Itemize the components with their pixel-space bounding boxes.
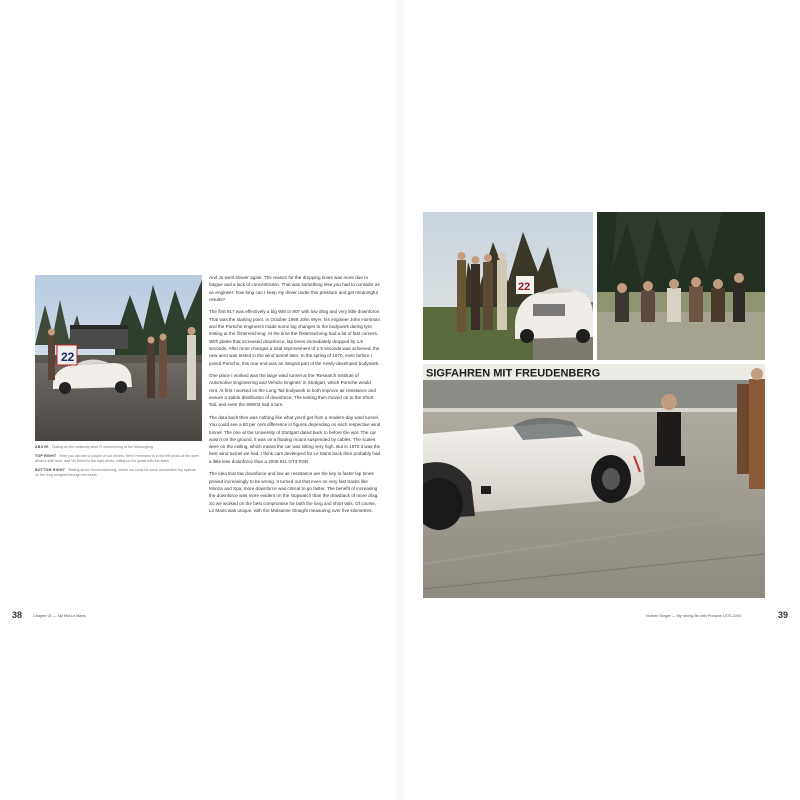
body-paragraph: The data back then was nothing like what you'd get from a modern-day wind tunnel. You could see a 60 per cent difference in figures depending on each respective wind tunnel. The one at the University of Stuttgart dated back to before the war. The car wasn't on the ground, it was on a floating mount suspended by cables. The scales were on the ceiling, which meant the car was sitting very high. But in 1970 it was the best wind tunnel we had. I think cars developed for Le Mans back then probably had a little less downforce than a 2005 911 GT3 RSR.	[209, 414, 381, 464]
caption-text: Here you can see a couple of our drivers: there Herrmann is in the left photo at the open driver's side door, and Vic Elford in the right photo, sitting on the grass with the team.	[35, 453, 200, 464]
svg-text:22: 22	[61, 350, 75, 364]
photo-pit-lane-image	[423, 364, 765, 598]
photo-pit-lane	[423, 364, 765, 598]
photo-test-track-image	[35, 275, 202, 441]
body-paragraph: The idea that low downforce and low air resistance are the key to faster lap times proved increasingly to be wrong. It turned out that even on very fast tracks like Monza and Spa, more downforce was critical to go faster. The benefit of increasing the downforce was more evident on the stopwatch than the drawback of more drag. So we worked on the best compromise for both the long and short tails. Of course, Le Mans was unique, with the Mulsanne Straight measuring over five kilometres.	[209, 471, 379, 513]
page-number-right: 39	[778, 610, 789, 620]
car-number-label: 22	[518, 281, 531, 293]
photo-captions	[35, 445, 200, 482]
body-paragraph: And Jo went slower again. The reason for the dropping times was more due to fatigue and a lack of concentration. That was something else you had to consider as an engineer: how long can I keep my driver under this pressure and get meaningful results?	[209, 275, 380, 302]
running-footer-left: Chapter 01 — My first Le Mans	[33, 614, 86, 618]
banner-text: SIGFAHREN MIT FREUDENBERG	[426, 367, 601, 380]
caption-label: ABOVE	[35, 445, 49, 449]
caption-bottom-right	[35, 468, 200, 479]
caption-text: Testing on the relatively short Ö sterreichring at the Nürburgring.	[51, 445, 154, 449]
page-number-left: 38	[12, 610, 23, 620]
caption-above	[35, 445, 200, 451]
photo-team-with-car	[423, 212, 593, 360]
body-text-column	[209, 274, 381, 519]
photo-test-track	[35, 275, 202, 441]
right-page	[400, 0, 800, 800]
body-paragraph: The first 917 was effectively a big 908 or 907 with low drag and very little downforce. That was the starting point. In October 1969 John Wyer, his engineer John Horsman and the Porsche engineers made some big changes to the bodywork during tyre testing at the Österreichring. At the time the Österreichring had a lot of fast corners. With plates that increased downforce, lap times immediately dropped by 1.5 seconds. After more changes a total improvement of 2.5 seconds was achieved, the new aero was tested in the wind tunnel later. In the spring of 1970, even before I joined Porsche, this rear end was an integral part of the newly-developed bodywork.	[209, 309, 381, 366]
body-paragraph: One place I worked was the large wind tunnel at the 'Research Institute of Automotive Engineering and Vehicle Engines' in Stuttgart, which Porsche would rent. At first I worked on the Long Tail bodywork to both improve air resistance and ensure a stable distribution of downforce. The testing then moved on to the Short Tail, and even the 908/03 had a turn.	[209, 373, 376, 408]
photo-team-seated	[597, 212, 765, 360]
caption-top-right	[35, 454, 200, 465]
running-footer-right: Norbert Singer — My racing life with Porsche 1970-2004	[646, 614, 741, 618]
photo-team-seated-image	[597, 212, 765, 360]
photo-team-with-car-image	[423, 212, 593, 360]
caption-label: BOTTOM RIGHT	[35, 467, 66, 472]
caption-text: Testing at the Hockenheimring, where we could hit some remarkable top speeds on the long straights through the forest.	[35, 467, 196, 478]
caption-label: TOP RIGHT	[35, 453, 57, 458]
